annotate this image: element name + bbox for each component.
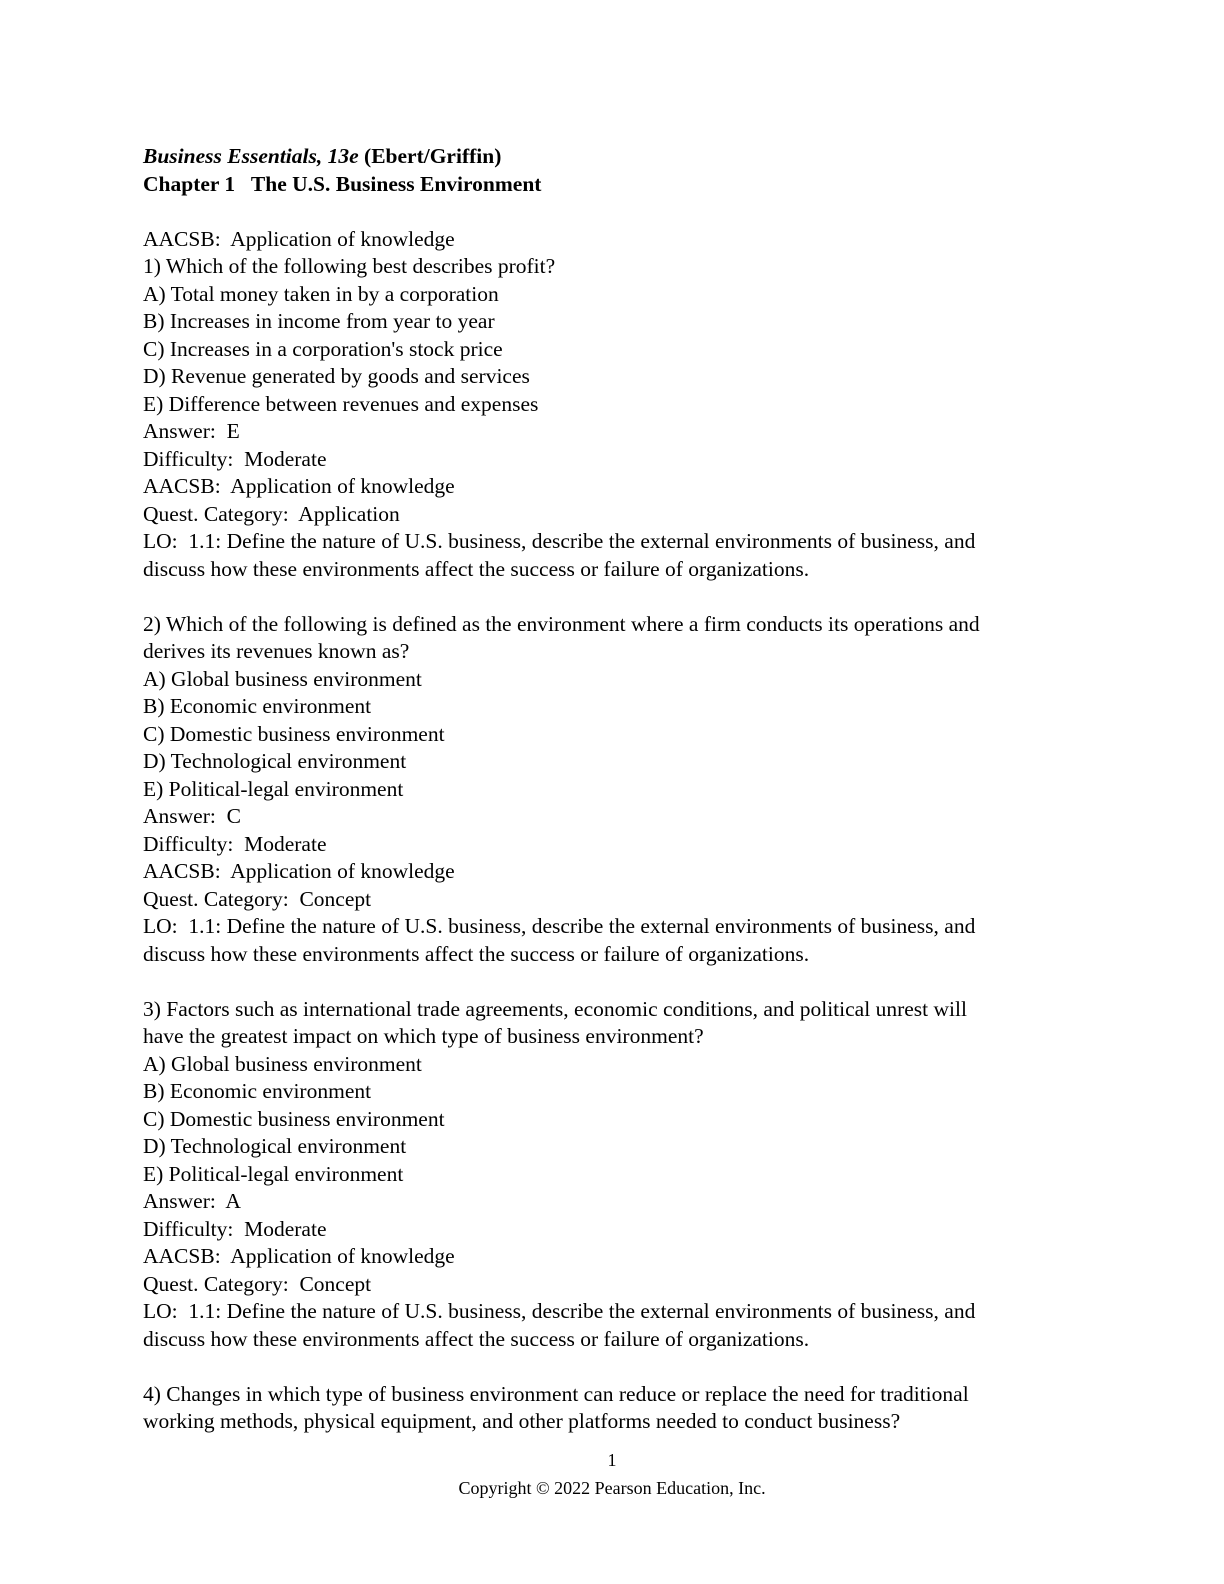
book-title-line [143,143,1083,171]
learning-objective-line: discuss how these environments affect the success or failure of organizations. [143,1326,810,1351]
question-stem-line: 1) Which of the following best describes profit? [143,254,556,278]
question-stem-line: 3) Factors such as international trade agreements, economic conditions, and political unrest will [143,996,967,1021]
question-category: Quest. Category: Concept [143,886,372,911]
learning-objective-line: discuss how these environments affect the success or failure of organizations. [143,941,810,966]
question-1 [143,253,1083,583]
learning-objective-line: LO: 1.1: Define the nature of U.S. business, describe the external environments of business, and [143,914,976,938]
difficulty: Difficulty: Moderate [143,831,327,856]
answer-key: Answer: C [143,804,241,828]
answer-option-c: C) Domestic business environment [143,721,445,746]
learning-objective-line: LO: 1.1: Define the nature of U.S. business, describe the external environments of business, and [143,529,976,553]
answer-option-b: B) Economic environment [143,1079,372,1103]
answer-option-a: A) Global business environment [143,1051,422,1076]
question-stem-line: working methods, physical equipment, and other platforms needed to conduct business? [143,1409,901,1433]
question-2 [143,611,1083,969]
question-stem-line: 4) Changes in which type of business environment can reduce or replace the need for traditional [143,1381,969,1406]
page-content [143,143,1083,1436]
difficulty: Difficulty: Moderate [143,446,327,471]
answer-option-d: D) Revenue generated by goods and services [143,364,530,388]
question-4 [143,1381,1083,1436]
page-number: 1 [607,1450,617,1470]
answer-option-e: E) Difference between revenues and expenses [143,391,539,416]
question-category: Quest. Category: Application [143,501,400,526]
aacsb: AACSB: Application of knowledge [143,1244,455,1268]
answer-key: Answer: A [143,1189,241,1213]
learning-objective-line: discuss how these environments affect the success or failure of organizations. [143,556,810,581]
book-authors: (Ebert/Griffin) [364,144,502,168]
answer-option-a: A) Total money taken in by a corporation [143,281,499,306]
answer-option-a: A) Global business environment [143,666,422,691]
intro-aacsb: AACSB: Application of knowledge [143,226,455,251]
spacer [143,968,1083,996]
question-stem-line: derives its revenues known as? [143,639,410,663]
book-title: Business Essentials, 13e [143,144,359,168]
copyright-notice: Copyright © 2022 Pearson Education, Inc. [458,1478,766,1498]
learning-objective-line: LO: 1.1: Define the nature of U.S. business, describe the external environments of business, and [143,1299,976,1323]
answer-option-b: B) Economic environment [143,694,372,718]
answer-option-e: E) Political-legal environment [143,776,404,801]
spacer [143,198,1083,226]
answer-key: Answer: E [143,419,240,443]
answer-option-b: B) Increases in income from year to year [143,309,495,333]
answer-option-e: E) Political-legal environment [143,1161,404,1186]
answer-option-c: C) Increases in a corporation's stock price [143,336,503,361]
chapter-title: Chapter 1 The U.S. Business Environment [143,171,542,196]
aacsb: AACSB: Application of knowledge [143,474,455,498]
answer-option-d: D) Technological environment [143,749,407,773]
question-category: Quest. Category: Concept [143,1271,372,1296]
question-stem-line: 2) Which of the following is defined as the environment where a firm conducts its operations and [143,611,980,636]
answer-option-c: C) Domestic business environment [143,1106,445,1131]
question-stem-line: have the greatest impact on which type of business environment? [143,1024,704,1048]
difficulty: Difficulty: Moderate [143,1216,327,1241]
question-3 [143,996,1083,1354]
answer-option-d: D) Technological environment [143,1134,407,1158]
spacer [143,1353,1083,1381]
spacer [143,583,1083,611]
aacsb: AACSB: Application of knowledge [143,859,455,883]
